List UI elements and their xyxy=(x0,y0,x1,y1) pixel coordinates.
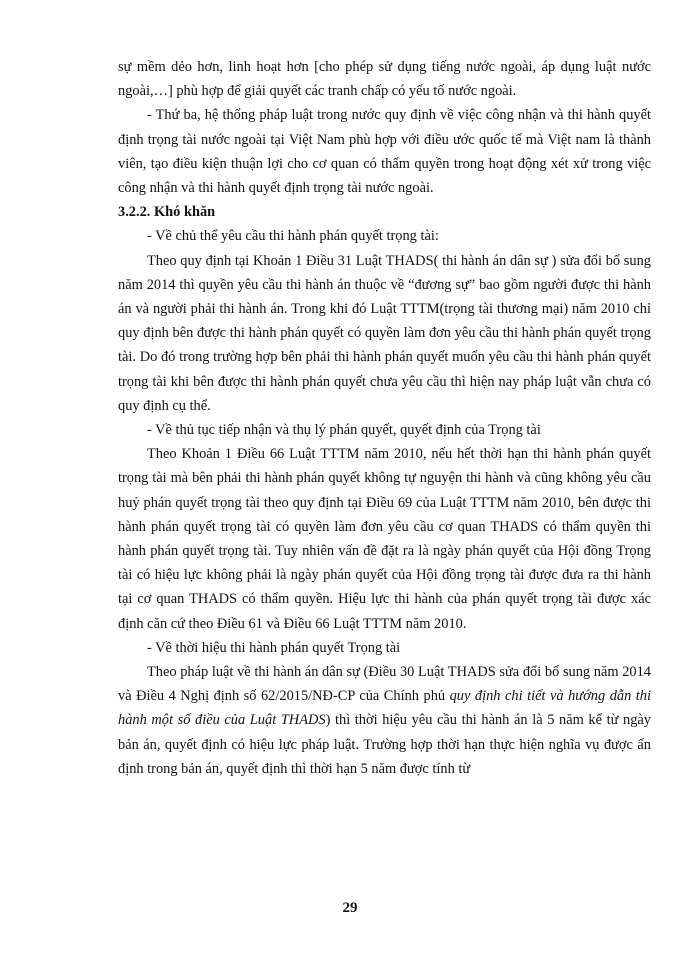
paragraph-2: - Thứ ba, hệ thống pháp luật trong nước quy định về việc công nhận và thi hành quyết định trọng tài nước ngoài tại Việt Nam phù hợp với điều ước quốc tế mà Việt nam là thành viên, tạo điều kiện thuận lợi cho cơ quan có thẩm quyền trong hoạt động xét xử trong việc công nhận và thi hành quyết định trọng tài nước ngoài. xyxy=(118,107,651,197)
paragraph-8-italic: quy định chi tiết và hướng dẫn thi hành một số điều của Luật THADS xyxy=(118,688,652,729)
paragraph-8-part1: Theo pháp luật về thi hành án dân sự (Điều 30 Luật THADS sửa đổi bổ sung năm 2014 và Điều 4 Nghị định số 62/2015/NĐ-CP của Chính phủ xyxy=(118,664,651,705)
page-number: 29 xyxy=(342,900,358,916)
document-body xyxy=(118,55,651,781)
paragraph-5: - Về thủ tục tiếp nhận và thụ lý phán quyết, quyết định của Trọng tài xyxy=(147,422,541,439)
paragraph-6: Theo Khoản 1 Điều 66 Luật TTTM năm 2010, nếu hết thời hạn thi hành phán quyết trọng tài mà bên phải thi hành phán quyết không tự nguyện thi hành và cũng không yêu cầu huỷ phán quyết trọng tài theo quy định tại Điều 69 của Luật TTTM năm 2010, bên được thi hành phán quyết trọng tài có quyền làm đơn yêu cầu cơ quan THADS có thẩm quyền thi hành phán quyết trọng tài. Tuy nhiên vấn đề đặt ra là ngày phán quyết của Hội đồng Trọng tài có hiệu lực không phải là ngày phán quyết của Hội đồng trọng tài được đưa ra thi hành tại cơ quan THADS có thẩm quyền. Hiệu lực thi hành của phán quyết trọng tài được xác định căn cứ theo Điều 61 và Điều 66 Luật TTTM năm 2010. xyxy=(118,446,651,632)
section-heading: 3.2.2. Khó khăn xyxy=(118,204,216,221)
paragraph-8-part2: ) thì thời hiệu yêu cầu thi hành án là 5 năm kể từ ngày bản án, quyết định có hiệu lực pháp luật. Trường hợp thời hạn thực hiện nghĩa vụ được ấn định trong bản án, quyết định thì thời hạn 5 năm được tính từ xyxy=(118,712,651,777)
paragraph-1: sự mềm dẻo hơn, linh hoạt hơn [cho phép sử dụng tiếng nước ngoài, áp dụng luật nước ngoài,…] phù hợp để giải quyết các tranh chấp có yếu tố nước ngoài. xyxy=(118,59,651,100)
paragraph-3: - Về chủ thể yêu cầu thi hành phán quyết trọng tài: xyxy=(147,228,439,245)
paragraph-7: - Về thời hiệu thi hành phán quyết Trọng tài xyxy=(147,639,401,656)
paragraph-4: Theo quy định tại Khoản 1 Điều 31 Luật THADS( thi hành án dân sự ) sửa đổi bổ sung năm 2014 thì quyền yêu cầu thi hành án thuộc về “đương sự” bao gồm người được thi hành án và người phải thi hành án. Trong khi đó Luật TTTM(trọng tài thương mại) năm 2010 chỉ quy định bên được thi hành phán quyết có quyền làm đơn yêu cầu thi hành phán quyết trọng tài. Do đó trong trường hợp bên phải thi hành phán quyết muốn yêu cầu thi hành phán quyết trọng tài khi bên được thi hành phán quyết chưa yêu cầu thì hiện nay pháp luật vẫn chưa có quy định cụ thể. xyxy=(118,252,651,414)
paragraph-8 xyxy=(118,660,651,781)
